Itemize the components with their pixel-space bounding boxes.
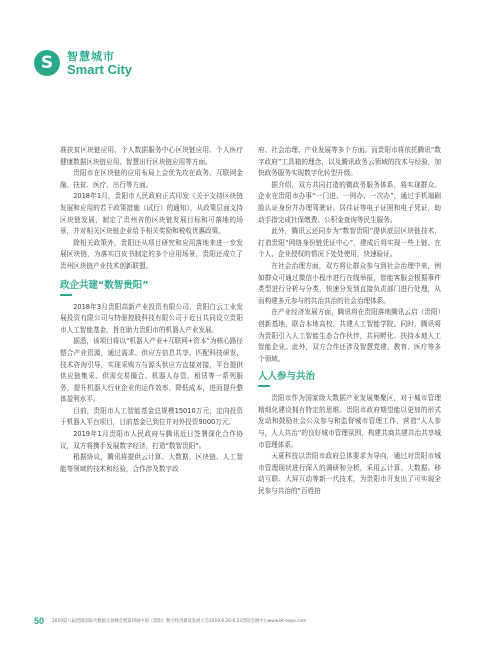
- left-column: [60, 145, 243, 475]
- right-paragraph-2: 据介绍，双方共同打造的微政务服务体系，将实现群众、企业在贵阳市办事“一门进、一网办、一次办”，通过手机端刷脸认证身份并办理驾驶证、居住证等电子证照和电子凭证，助动手指完成社保缴费、公积金查询等民生服务。: [258, 180, 441, 224]
- left-paragraph-2: 贵阳市在区块链的应用布局上会优先攻在政务、互联网金融、扶贫、医疗、出行等方面。: [60, 169, 243, 189]
- section-heading-text: 政企共建“数智贵阳”: [60, 279, 149, 291]
- left-paragraph-5: 2018年3月贵阳高新产业投资有限公司、贵阳白云工业发展投资有限公司与特驱控股科技有限公司于近日共同设立贵阳市人工智能基金，旨在助力贵阳市的机器人产业发展。: [60, 302, 243, 334]
- left-paragraph-3: 2018年1月，贵阳市人民政府正式印发《关于支持区块链发展和应用的若干政策措施（试行）的通知》，从政策层面支持区块链发展，制定了贵州省的区块链发展目标和可落地的场景，并对相关区块链企业给予相关奖励和税收优惠政策。: [60, 192, 243, 236]
- left-paragraph-9: 根据协议，腾讯将提供云计算、大数据、区块链、人工智能等领域的技术和经验，合作涉及数字政: [60, 453, 243, 473]
- section-heading-public-participation: [258, 371, 441, 387]
- left-paragraph-8: 2019年1月贵阳市人民政府与腾讯近日签署深化合作协议，双方将携手发展数字经济，打造“数智贵阳”。: [60, 430, 243, 450]
- heading-underline: [60, 294, 72, 296]
- right-paragraph-5: 在产业经济发展方面，腾讯将在贵阳落地腾讯云启（贵阳）创新基地，联合本地高校，共建人工智能学院。同时，腾讯将为贵阳引入人工智能生态合作伙伴，共同孵化、扶持本地人工智能企业。此外，双方合作还涉及智慧党建、教育、医疗等多个领域。: [258, 308, 441, 363]
- right-paragraph-6: 贵阳市作为国家级大数据产业发展集聚区，对于城市管理精细化建设拥有特定的思维。贵阳市政府期望能以更加的形式发动和鼓励社会公众参与和监督城市管理工作，营造“人人参与，人人共治”的良好城市管理氛围，构建共商共建共治共享城市管理体系。: [258, 394, 441, 449]
- left-paragraph-4: 除相关政策外，贵阳还从项目研究和应用落地来进一步发展区块链，为落实白皮书制定的多个应用场景，贵阳还成立了贵州区块链产业技术创新联盟。: [60, 238, 243, 270]
- left-paragraph-6: 据悉，该项目将以“机器人产业+互联网+资本”为核心路径整合产业资源，通过需求、供应方信息共享，匹配科技研发、技术咨询引导，实现采购方与源头供应方直接对接，平台提供供应链集采、供需交易撮合、机器人存管、租赁等一系列服务，提升机器人行业企业的运作效率、降低成本，进而提升整体盈利水平。: [60, 337, 243, 404]
- footer-caption: 2019第八届贵阳国际大数据交易峰会暨第四届中国（贵阳）数字经济建设发展大会2019.6.20-6.22贵阳会展中心www.bt-expo.com: [52, 619, 307, 624]
- right-column: [258, 145, 441, 498]
- logo-s-icon: S: [34, 50, 60, 76]
- left-paragraph-1: 准扶贫区块链应用、个人数据服务中心区块链应用、个人医疗健康数据区块链应用、智慧出行区块链应用等方面。: [60, 146, 243, 166]
- section-heading-government-enterprise: [60, 280, 243, 296]
- page-number: 50: [34, 616, 45, 626]
- smart-city-logo: [34, 48, 224, 86]
- right-paragraph-3: 此外，腾讯云还同步为“数智贵阳”提供底层区块链技术，打造贵阳“网络身份链凭证中心”，建成后将实现一些上链、在个人、企业授权的情况下处处使用，快速验证。: [258, 227, 441, 259]
- right-paragraph-1: 府、社会治理、产业发展等多个方面。而贵阳市将依托腾讯“数字政府”工具箱的理念，以及腾讯政务云领域的技术与经验，加快政务服务实现数字化转型升级。: [258, 146, 441, 178]
- page-footer: [34, 616, 444, 628]
- heading-underline: [258, 385, 270, 387]
- right-paragraph-4: 在社会治理方面，双方将让群众参与到社会治理中来，例如群众可通过微信小程序进行在线举报，智能客服会根据事件类型进行分析与分类，快速分发到直接负责部门进行处理，从而构建多元参与的共治共治的社会治理体系。: [258, 261, 441, 305]
- logo-title-chinese: 智慧城市: [67, 50, 115, 63]
- left-paragraph-7: 目前，贵阳市人工智能基金总规模15010万元，定向投资于机器人平台项目，目前基金已到位并对外投资9000万元。: [60, 406, 243, 427]
- logo-title-english: Smart City: [67, 62, 133, 77]
- section-heading-text: 人人参与共治: [258, 371, 316, 383]
- right-paragraph-7: 天夏科技以贵阳市政府总体要求为导向，通过对贵阳市城市管理现状进行深入的调研和分析，采用云计算、大数据、移动互联、大屏互动等新一代技术，为贵阳市开发出了可实现全民参与共治的“百姓拍: [258, 452, 441, 496]
